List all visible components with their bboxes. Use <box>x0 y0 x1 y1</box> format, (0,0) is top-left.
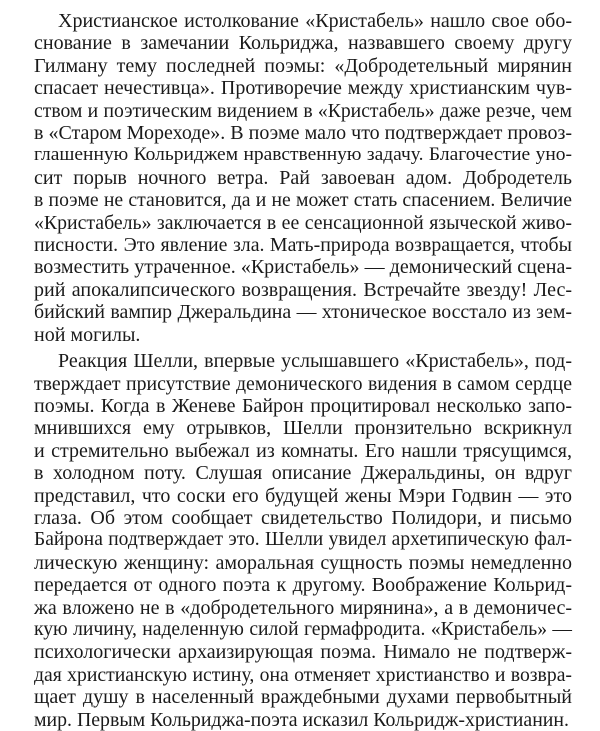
text-line: возместить утраченное. «Кристабель» — демонический сцена- <box>34 256 572 279</box>
text-line: и стремительно выбежал из комнаты. Его нашли трясущимся, <box>34 439 572 462</box>
text-line: Христианское истолкование «Кристабель» нашло свое обо- <box>58 10 572 32</box>
text-line: спасает нечестивца». Противоречие между христианским чув- <box>34 77 572 100</box>
text-line: в холодном поту. Слушая описание Джеральдины, он вдруг <box>34 462 572 485</box>
text-line: глашенную Кольриджем нравственную задачу. Благочестие уно- <box>34 144 572 166</box>
paragraph-1 <box>34 10 572 346</box>
text-line: дая христианскую истину, она отменяет христианство и возвра- <box>34 663 572 686</box>
text-line: снование в замечании Кольриджа, назвавшего своему другу <box>34 32 572 55</box>
text-line: в поэме не становится, да и не может стать спасением. Величие <box>34 189 572 212</box>
text-line: рий апокалипсического возвращения. Встречайте звезду! Лес- <box>34 278 572 301</box>
text-line: кую личину, наделенную силой гермафродита. «Кристабель» — <box>34 618 572 640</box>
text-line: представил, что соски его будущей жены Мэри Годвин — это <box>34 484 572 507</box>
text-line: лическую женщину: аморальная сущность поэмы немедленно <box>34 551 572 574</box>
text-line: мир. Первым Кольриджа-поэта исказил Кольридж-христианин. <box>34 708 569 731</box>
text-line: глаза. Об этом сообщает свидетельство Полидори, и письмо <box>34 506 572 529</box>
text-line: Реакция Шелли, впервые услышавшего «Кристабель», под- <box>58 350 572 373</box>
text-line: мнившихся ему отрывков, Шелли пронзительно вскрикнул <box>34 417 572 440</box>
text-line: Байрона подтверждает это. Шелли увидел архетипическую фал- <box>34 529 572 551</box>
text-line: жа вложено не в «добродетельного мирянина», а в демоничес- <box>34 596 572 619</box>
text-line: писности. Это явление зла. Мать-природа возвращается, чтобы <box>34 234 572 257</box>
text-line: бийский вампир Джеральдина — хтоническое восстало из зем- <box>34 301 572 324</box>
text-line: психологически архаизирующая поэма. Нимало не подтверж- <box>34 641 572 664</box>
text-line: сит порыв ночного ветра. Рай завоеван адом. Добродетель <box>34 166 572 189</box>
text-line: ством и поэтическим видением в «Кристабель» даже резче, чем <box>34 99 572 122</box>
text-line: щает душу в населенный враждебными духами первобытный <box>34 686 572 709</box>
text-line: передается от одного поэта к другому. Воображение Кольрид- <box>34 574 572 597</box>
text-line: Гилману тему последней поэмы: «Добродетельный мирянин <box>34 54 572 77</box>
text-line: тверждает присутствие демонического видения в самом сердце <box>34 372 572 395</box>
paragraph-2 <box>34 350 572 731</box>
text-line: в «Старом Мореходе». В поэме мало что подтверждает провоз- <box>34 122 572 145</box>
text-line: поэмы. Когда в Женеве Байрон процитировал несколько запо- <box>34 394 572 417</box>
text-line: ной могилы. <box>34 323 141 346</box>
text-line: «Кристабель» заключается в ее сенсационной языческой живо- <box>34 211 572 234</box>
